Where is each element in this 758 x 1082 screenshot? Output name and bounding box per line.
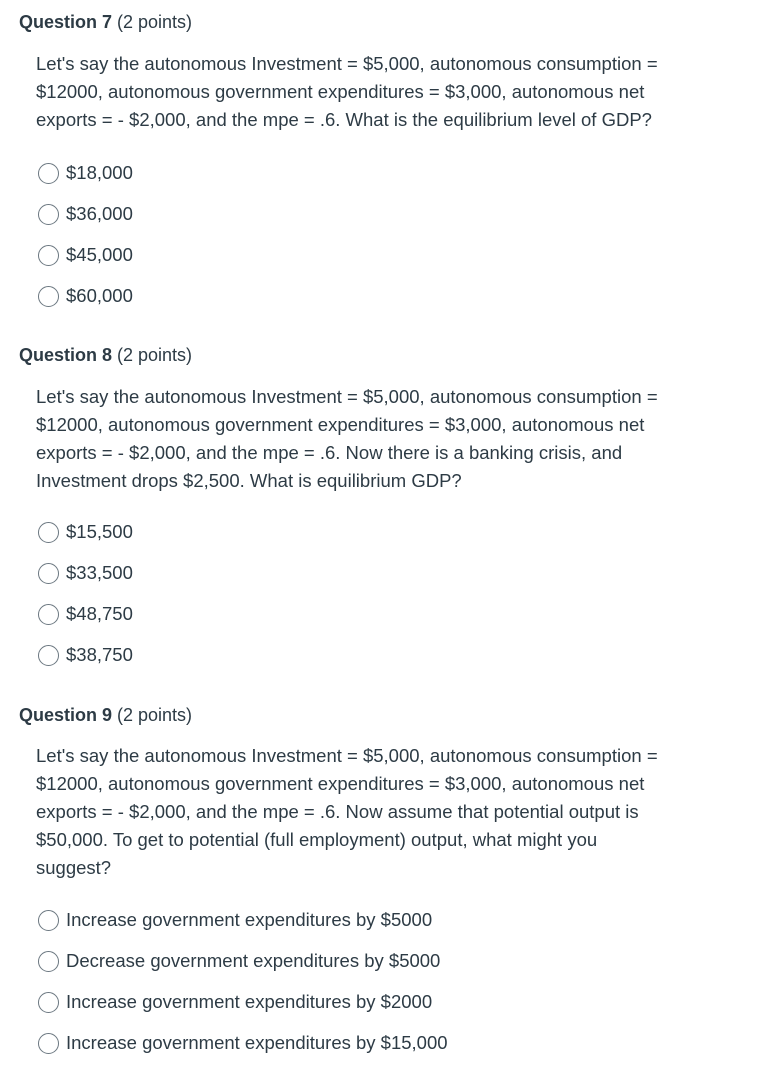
radio-button[interactable] [38, 910, 59, 931]
question-text-line: Let's say the autonomous Investment = $5,000, autonomous consumption = [36, 53, 658, 74]
answer-option[interactable] [38, 241, 133, 269]
answer-option[interactable] [38, 559, 133, 587]
answer-label: $48,750 [66, 603, 133, 624]
answer-label: $36,000 [66, 203, 133, 224]
question-text-line: suggest? [36, 857, 112, 878]
radio-button[interactable] [38, 204, 59, 225]
answer-label: $18,000 [66, 162, 133, 183]
answer-label: $60,000 [66, 285, 133, 306]
answer-option[interactable] [38, 906, 432, 934]
answer-option[interactable] [38, 200, 133, 228]
radio-button[interactable] [38, 522, 59, 543]
question-header [19, 344, 192, 366]
question-title: Question 9 [19, 705, 113, 725]
answer-label: Increase government expenditures by $5000 [66, 909, 433, 930]
answer-label: $15,500 [66, 521, 133, 542]
answer-option[interactable] [38, 600, 133, 628]
answer-option[interactable] [38, 988, 432, 1016]
question-header [19, 704, 192, 726]
radio-button[interactable] [38, 604, 59, 625]
answer-label: Decrease government expenditures by $5000 [66, 950, 441, 971]
question-title: Question 7 [19, 12, 113, 32]
question-text-line: exports = - $2,000, and the mpe = .6. What is the equilibrium level of GDP? [36, 109, 652, 130]
answer-option[interactable] [38, 159, 133, 187]
answer-option[interactable] [38, 1029, 448, 1057]
answer-label: Increase government expenditures by $2000 [66, 991, 433, 1012]
question-text-line: Let's say the autonomous Investment = $5,000, autonomous consumption = [36, 386, 658, 407]
answer-label: Increase government expenditures by $15,000 [66, 1032, 448, 1053]
question-text-line: $12000, autonomous government expenditures = $3,000, autonomous net [36, 773, 645, 794]
question-header [19, 11, 192, 33]
question-text-line: exports = - $2,000, and the mpe = .6. Now assume that potential output is [36, 801, 639, 822]
question-points: (2 points) [112, 705, 193, 725]
question-title: Question 8 [19, 345, 113, 365]
answer-option[interactable] [38, 947, 440, 975]
answer-label: $38,750 [66, 644, 133, 665]
radio-button[interactable] [38, 951, 59, 972]
question-text-line: Investment drops $2,500. What is equilibrium GDP? [36, 470, 462, 491]
question-points: (2 points) [112, 345, 193, 365]
answer-option[interactable] [38, 641, 133, 669]
radio-button[interactable] [38, 563, 59, 584]
question-text [36, 50, 726, 134]
radio-button[interactable] [38, 992, 59, 1013]
question-text-line: exports = - $2,000, and the mpe = .6. Now there is a banking crisis, and [36, 442, 623, 463]
radio-button[interactable] [38, 1033, 59, 1054]
radio-button[interactable] [38, 645, 59, 666]
radio-button[interactable] [38, 286, 59, 307]
answer-option[interactable] [38, 282, 133, 310]
question-text [36, 383, 726, 495]
question-text-line: Let's say the autonomous Investment = $5,000, autonomous consumption = [36, 745, 658, 766]
question-text-line: $12000, autonomous government expenditures = $3,000, autonomous net [36, 414, 645, 435]
question-text-line: $12000, autonomous government expenditures = $3,000, autonomous net [36, 81, 645, 102]
question-points: (2 points) [112, 12, 193, 32]
question-text-line: $50,000. To get to potential (full employment) output, what might you [36, 829, 598, 850]
radio-button[interactable] [38, 245, 59, 266]
answer-label: $45,000 [66, 244, 133, 265]
answer-label: $33,500 [66, 562, 133, 583]
question-text [36, 742, 726, 882]
radio-button[interactable] [38, 163, 59, 184]
answer-option[interactable] [38, 518, 133, 546]
